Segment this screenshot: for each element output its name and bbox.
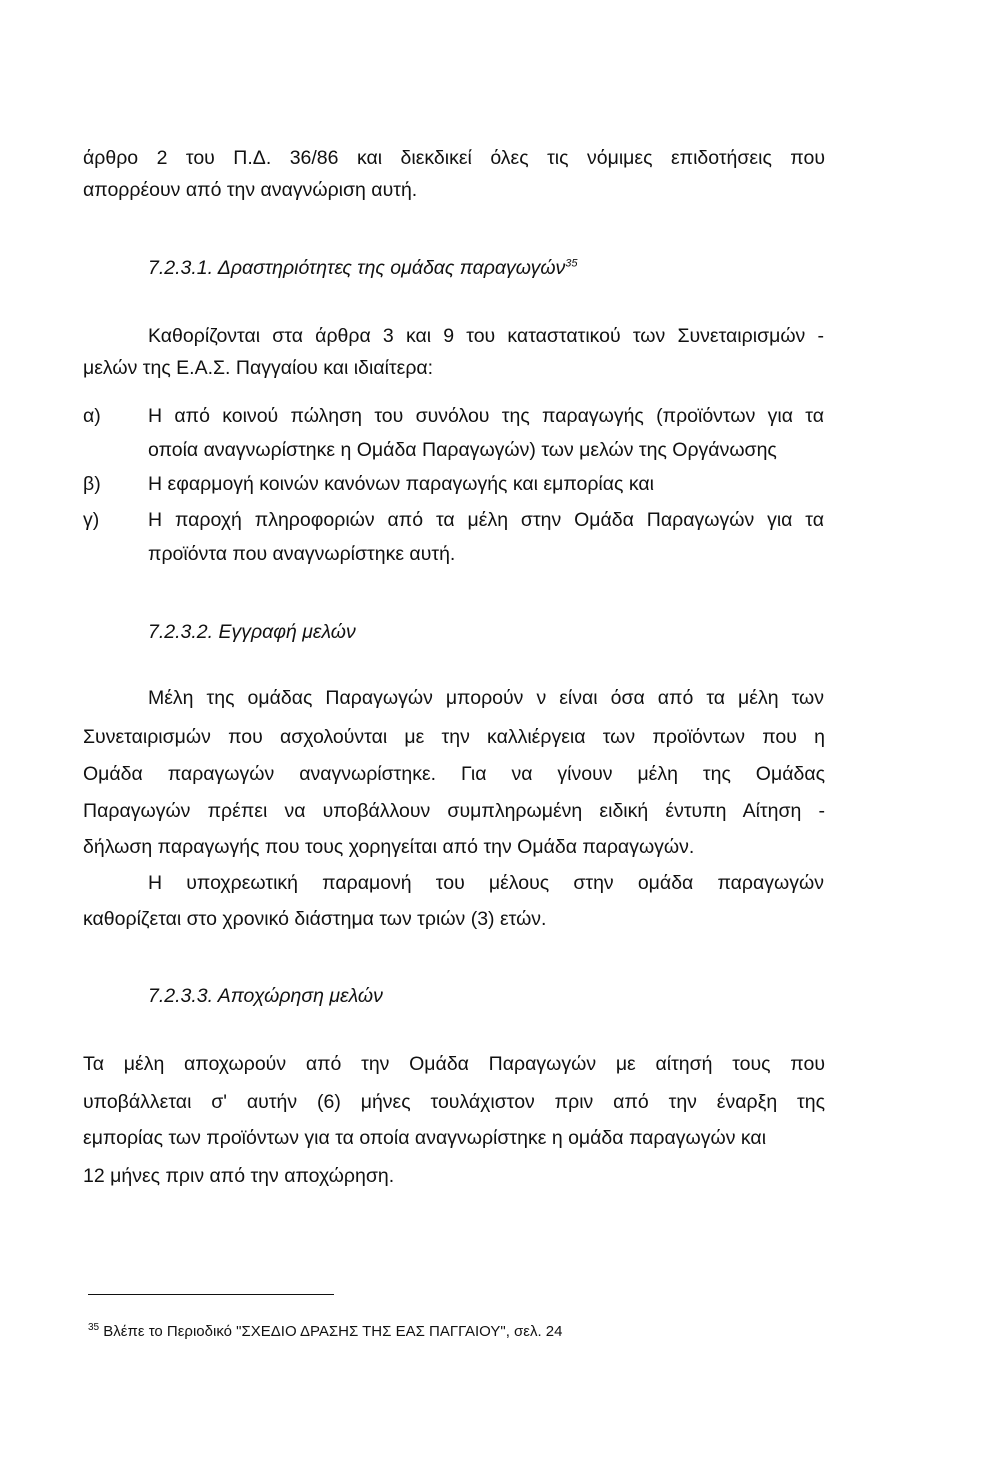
section3-line: Τα μέλη αποχωρούν από την Ομάδα Παραγωγών με αίτησή τους που [83,1053,825,1075]
list-item-text: Η από κοινού πώληση του συνόλου της παραγωγής (προϊόντων για τα [148,405,824,427]
list-item-label: γ) [83,509,100,531]
section3-line: υποβάλλεται σ' αυτήν (6) μήνες τουλάχιστον πριν από την έναρξη της [83,1091,825,1113]
section2-line: καθορίζεται στο χρονικό διάστημα των τριών (3) ετών. [83,908,547,930]
section1-paragraph-line-1: Καθορίζονται στα άρθρα 3 και 9 του καταστατικού των Συνεταιρισμών - [148,325,824,347]
section-heading-withdrawal: 7.2.3.3. Αποχώρηση μελών [148,985,383,1007]
footnote-text: Βλέπε το Περιοδικό "ΣΧΕΔΙΟ ΔΡΑΣΗΣ ΤΗΣ ΕΑΣ ΠΑΓΓΑΙΟΥ", σελ. 24 [103,1323,563,1340]
section1-paragraph-line-2: μελών της Ε.Α.Σ. Παγγαίου και ιδιαίτερα: [83,357,434,379]
intro-line-1: άρθρο 2 του Π.Δ. 36/86 και διεκδικεί όλες τις νόμιμες επιδοτήσεις που [83,147,825,169]
footnote-marker: 35 [88,1322,100,1333]
list-item-text-continued: οποία αναγνωρίστηκε η Ομάδα Παραγωγών) των μελών της Οργάνωσης [148,439,777,461]
section-heading-activities [148,256,578,280]
section2-line: Η υποχρεωτική παραμονή του μέλους στην ομάδα παραγωγών [148,872,824,894]
section2-line: Μέλη της ομάδας Παραγωγών μπορούν ν είναι όσα από τα μέλη των [148,687,824,709]
footnote-separator [88,1294,334,1295]
list-item-label: α) [83,405,101,427]
section2-line: δήλωση παραγωγής που τους χορηγείται από την Ομάδα παραγωγών. [83,836,695,858]
intro-line-2: απορρέουν από την αναγνώριση αυτή. [83,179,418,201]
section3-line: εμπορίας των προϊόντων για τα οποία αναγνωρίστηκε η ομάδα παραγωγών και [83,1127,767,1149]
list-item-text-continued: προϊόντα που αναγνωρίστηκε αυτή. [148,543,456,565]
footnote-reference: 35 [565,257,578,270]
list-item-text: Η παροχή πληροφοριών από τα μέλη στην Ομάδα Παραγωγών για τα [148,509,824,531]
section2-line: Ομάδα παραγωγών αναγνωρίστηκε. Για να γίνουν μέλη της Ομάδας [83,763,825,785]
section-heading-registration: 7.2.3.2. Εγγραφή μελών [148,621,356,643]
list-item-text: Η εφαρμογή κοινών κανόνων παραγωγής και εμπορίας και [148,473,654,495]
section2-line: Συνεταιρισμών που ασχολούνται με την καλλιέργεια των προϊόντων που η [83,726,825,748]
section3-line: 12 μήνες πριν από την αποχώρηση. [83,1165,395,1187]
section-heading-text: 7.2.3.1. Δραστηριότητες της ομάδας παραγωγών [148,257,566,279]
list-item-label: β) [83,473,101,495]
footnote [88,1322,563,1342]
section2-line: Παραγωγών πρέπει να υποβάλλουν συμπληρωμένη ειδική έντυπη Αίτηση - [83,800,825,822]
